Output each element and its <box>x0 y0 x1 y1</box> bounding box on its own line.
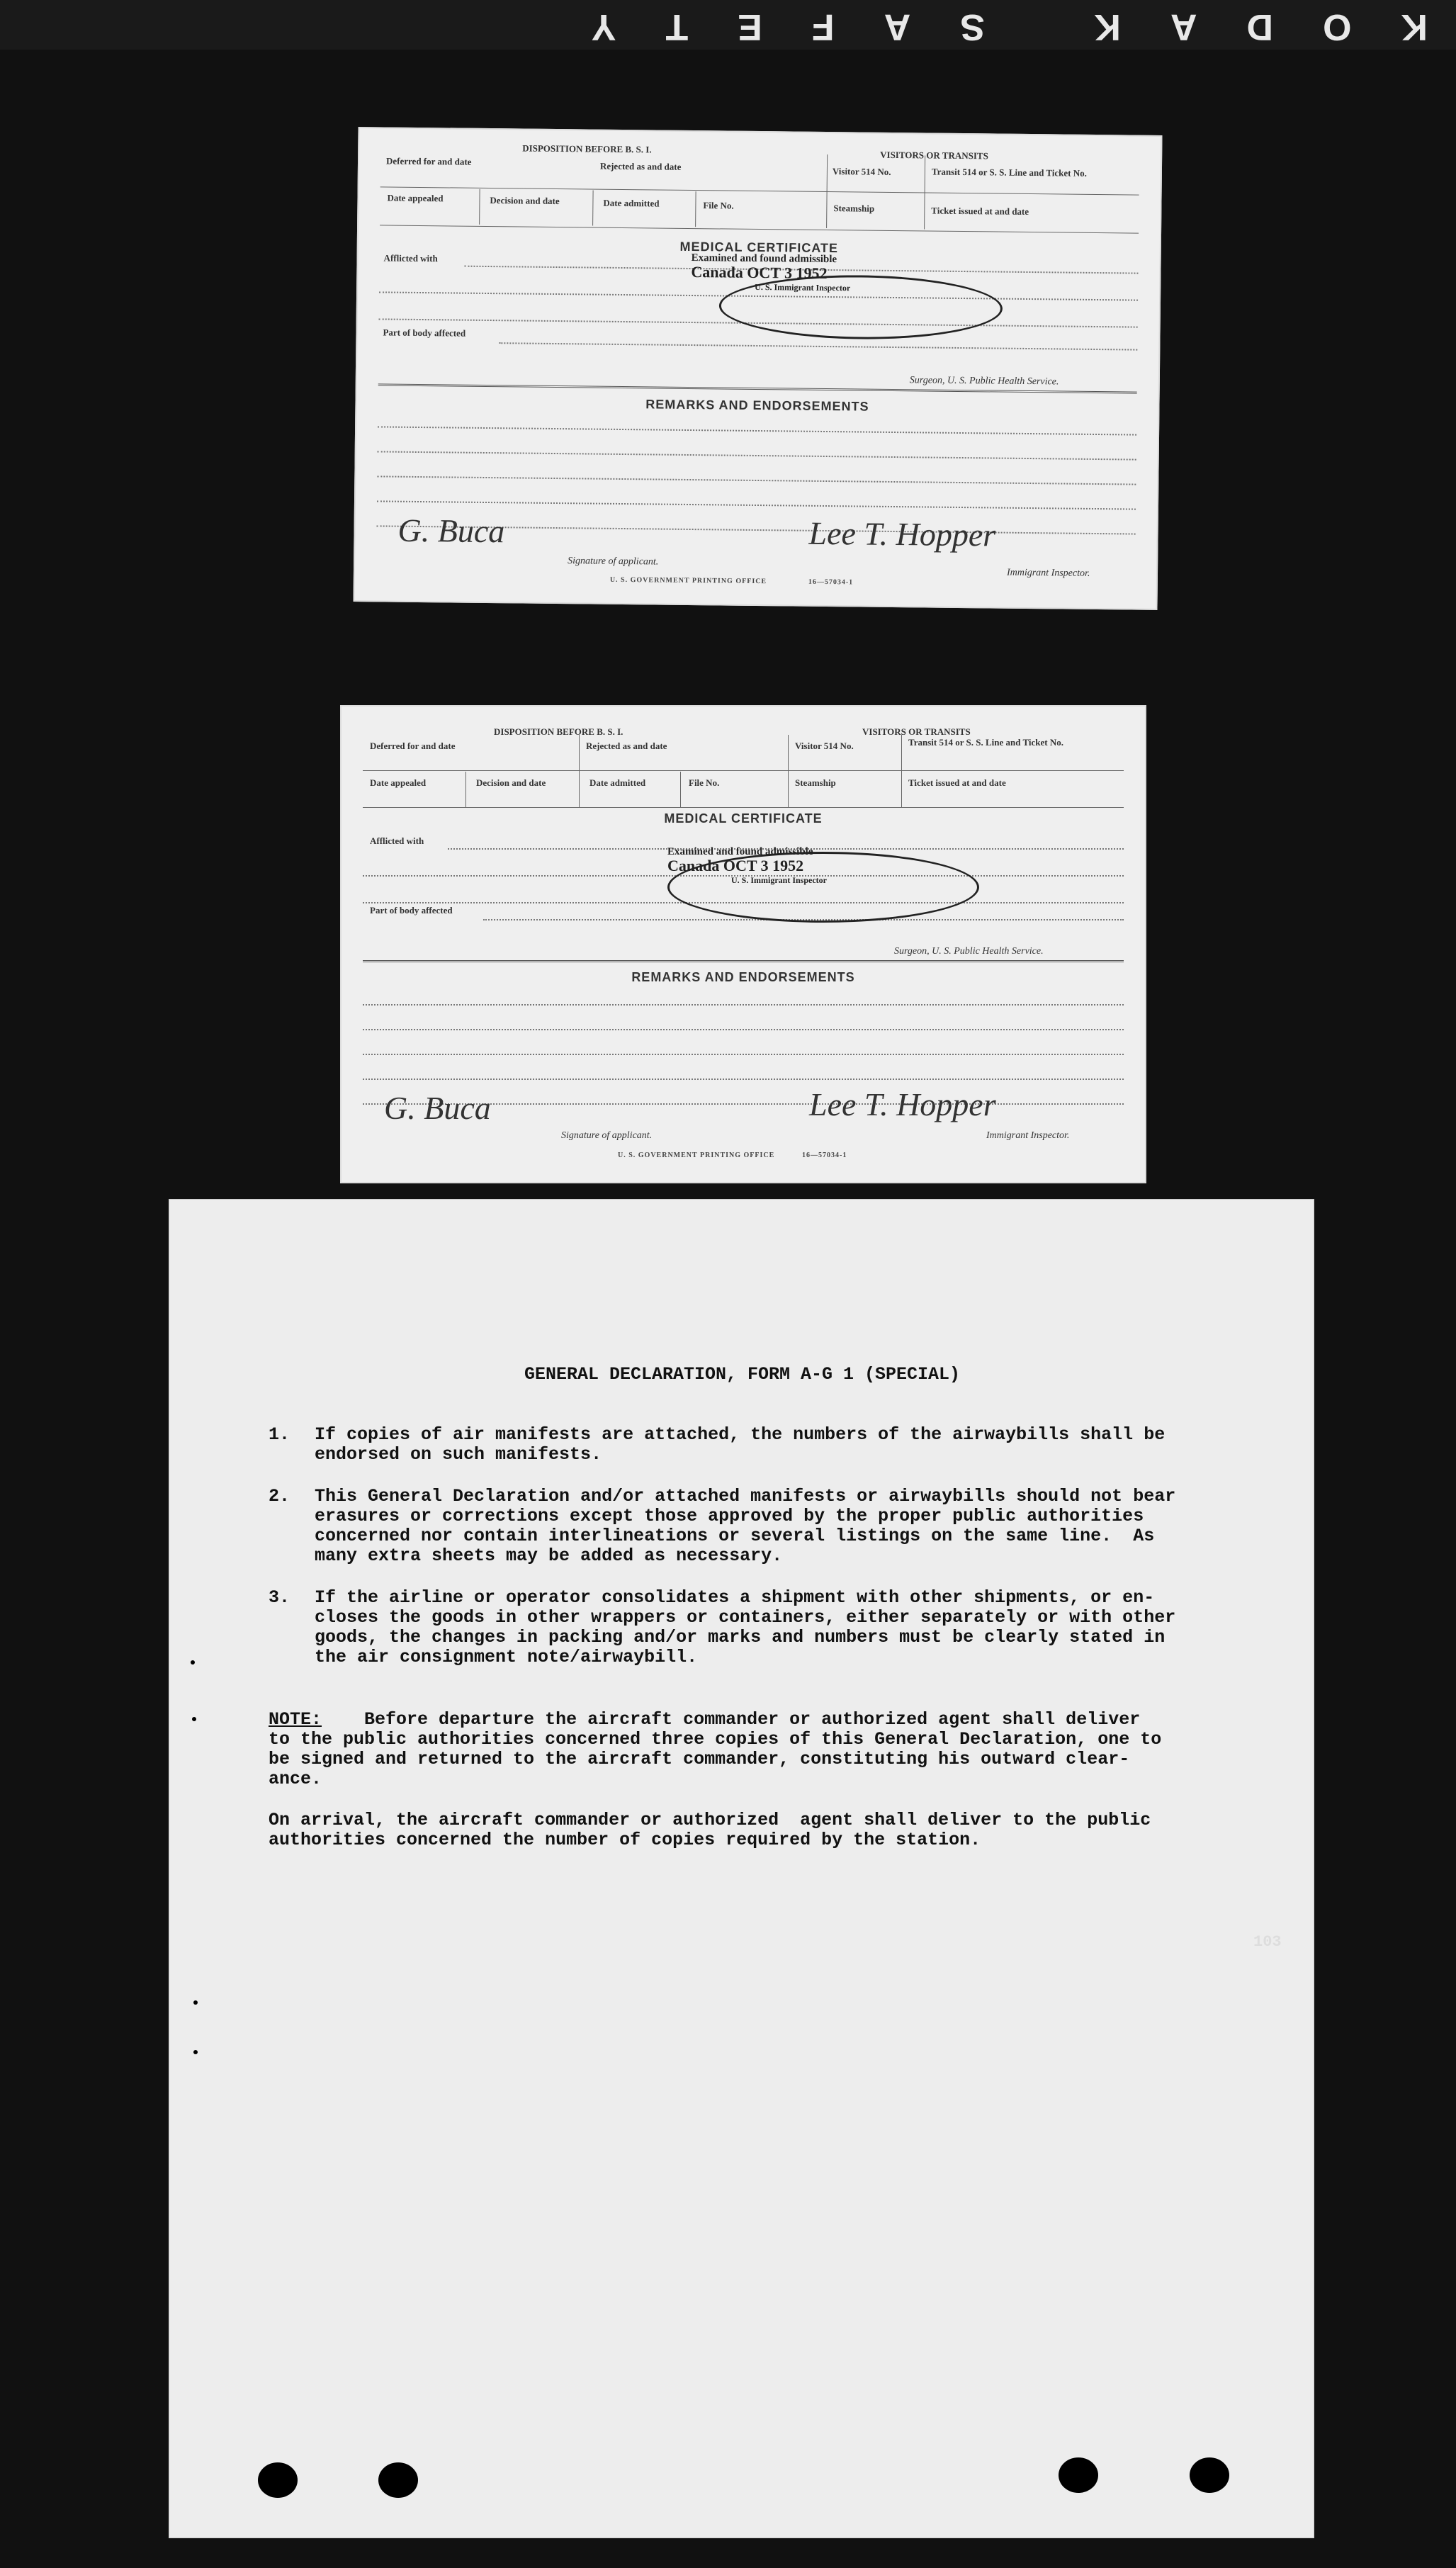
remarks-heading: REMARKS AND ENDORSEMENTS <box>645 397 869 414</box>
divider <box>695 191 696 227</box>
deferred-label: Deferred for and date <box>370 740 456 751</box>
file-no-label: File No. <box>689 777 720 788</box>
divider <box>579 735 580 807</box>
dotted-line <box>363 1079 1124 1080</box>
note-text: Before departure the aircraft commander or authorized agent shall deliver to the public authorities concerned three copies of this General Declaration, one to be signed and returned to the aircraft commander, constituting his outward clear- ance. <box>269 1709 1162 1789</box>
dotted-line <box>377 475 1136 485</box>
stamp-line-2: Canada OCT 3 1952 <box>667 857 804 874</box>
divider <box>363 770 1124 771</box>
disposition-header: DISPOSITION BEFORE B. S. I. <box>522 142 652 155</box>
divider <box>479 189 480 225</box>
inspector-signature-scribble <box>718 274 1003 340</box>
remarks-heading: REMARKS AND ENDORSEMENTS <box>631 970 855 984</box>
item-1-text: If copies of air manifests are attached, the numbers of the airwaybills shall be endorsed on such manifests. <box>315 1424 1166 1465</box>
date-admitted-label: Date admitted <box>603 197 660 209</box>
item-3-text: If the airline or operator consolidates a shipment with other shipments, or en- closes the goods in other wrappers or containers, either separately or with other goods, the changes in packing and/or marks and numbers must be clearly stated in the air consignment note/airwaybill. <box>315 1587 1176 1667</box>
signature-of-applicant-label: Signature of applicant. <box>568 556 659 568</box>
rejected-label: Rejected as and date <box>586 740 667 751</box>
divider <box>788 735 789 807</box>
visitor-514-label: Visitor 514 No. <box>832 166 891 177</box>
punch-hole <box>378 2462 418 2498</box>
date-appealed-label: Date appealed <box>387 192 444 204</box>
stamp-line-3: U. S. Immigrant Inspector <box>755 281 851 293</box>
divider <box>465 772 466 807</box>
gpo-label: U. S. GOVERNMENT PRINTING OFFICE <box>609 575 767 586</box>
applicant-signature: G. Buca <box>397 512 505 550</box>
visitor-514-label: Visitor 514 No. <box>795 740 854 751</box>
form-number: 16—57034-1 <box>808 578 854 587</box>
visitors-header: VISITORS OR TRANSITS <box>880 149 988 162</box>
ticket-issued-label: Ticket issued at and date <box>908 777 1006 788</box>
divider <box>380 225 1139 233</box>
divider <box>380 186 1139 195</box>
stamp-line-1: Examined and found admissible <box>667 846 813 857</box>
divider <box>363 960 1124 962</box>
punch-hole <box>1059 2457 1098 2493</box>
steamship-label: Steamship <box>833 203 875 214</box>
punch-hole <box>258 2462 298 2498</box>
immigrant-inspector-label: Immigrant Inspector. <box>1006 567 1090 579</box>
margin-mark <box>191 1660 195 1665</box>
date-admitted-label: Date admitted <box>589 777 646 788</box>
dotted-line <box>377 500 1136 509</box>
steamship-label: Steamship <box>795 777 836 788</box>
transit-label: Transit 514 or S. S. Line and Ticket No. <box>931 166 1087 179</box>
film-edge <box>0 0 1456 50</box>
dotted-line <box>363 1004 1124 1006</box>
item-1-number: 1. <box>269 1424 290 1445</box>
inspector-signature: Lee T. Hopper <box>809 1086 996 1122</box>
file-no-label: File No. <box>703 200 734 211</box>
general-declaration-sheet <box>169 1199 1314 2538</box>
dotted-line <box>363 1054 1124 1055</box>
part-of-body-label: Part of body affected <box>383 327 466 339</box>
margin-mark <box>193 2000 198 2005</box>
divider <box>363 807 1124 808</box>
note-label: NOTE: <box>269 1709 322 1730</box>
part-of-body-label: Part of body affected <box>370 905 453 916</box>
applicant-signature: G. Buca <box>384 1090 491 1126</box>
rejected-label: Rejected as and date <box>599 160 682 172</box>
item-3-number: 3. <box>269 1587 290 1608</box>
dotted-line <box>363 1029 1124 1030</box>
declaration-title: GENERAL DECLARATION, FORM A-G 1 (SPECIAL) <box>524 1364 961 1385</box>
visitors-header: VISITORS OR TRANSITS <box>862 726 971 737</box>
margin-mark <box>193 2050 198 2054</box>
stamp-line-1: Examined and found admissible <box>691 252 837 266</box>
stamp-line-2: Canada OCT 3 1952 <box>691 263 828 283</box>
stamp-line-3: U. S. Immigrant Inspector <box>731 875 827 885</box>
divider <box>592 191 594 226</box>
date-appealed-label: Date appealed <box>370 777 427 788</box>
ticket-issued-label: Ticket issued at and date <box>931 205 1029 217</box>
dotted-line <box>378 451 1136 460</box>
dotted-line <box>499 342 1137 350</box>
gpo-label: U. S. GOVERNMENT PRINTING OFFICE <box>618 1151 775 1159</box>
signature-of-applicant-label: Signature of applicant. <box>561 1130 653 1141</box>
dotted-line <box>378 426 1136 435</box>
immigrant-inspector-label: Immigrant Inspector. <box>986 1130 1070 1141</box>
film-edge-text: KODAK SAFETY <box>541 6 1428 47</box>
form-number: 16—57034-1 <box>802 1151 847 1159</box>
disposition-header: DISPOSITION BEFORE B. S. I. <box>494 726 623 737</box>
inspector-signature: Lee T. Hopper <box>808 514 996 553</box>
deferred-label: Deferred for and date <box>385 155 472 167</box>
decision-label: Decision and date <box>490 195 560 207</box>
divider <box>901 735 902 807</box>
divider <box>680 772 681 807</box>
note-paragraph <box>269 1710 1161 1789</box>
medical-certificate-card-1 <box>354 127 1163 610</box>
surgeon-label: Surgeon, U. S. Public Health Service. <box>894 946 1044 957</box>
medical-certificate-heading: MEDICAL CERTIFICATE <box>679 239 839 256</box>
item-2-number: 2. <box>269 1486 290 1507</box>
afflicted-label: Afflicted with <box>370 835 424 846</box>
inspector-signature-scribble <box>667 852 979 923</box>
margin-mark <box>192 1717 196 1721</box>
punch-hole <box>1190 2457 1229 2493</box>
page-mark: 103 <box>1253 1933 1282 1951</box>
medical-certificate-heading: MEDICAL CERTIFICATE <box>664 811 823 826</box>
medical-certificate-card-2 <box>340 705 1146 1183</box>
transit-label: Transit 514 or S. S. Line and Ticket No. <box>908 737 1063 748</box>
item-2-text: This General Declaration and/or attached manifests or airwaybills should not bear erasures or corrections except those approved by the proper public authorities concerned nor contain interlineations or several listings on the same line. As many extra sheets may be added as necessary. <box>315 1486 1176 1566</box>
surgeon-label: Surgeon, U. S. Public Health Service. <box>909 375 1059 388</box>
decision-label: Decision and date <box>476 777 546 788</box>
afflicted-label: Afflicted with <box>383 252 438 264</box>
arrival-paragraph: On arrival, the aircraft commander or authorized agent shall deliver to the public authorities concerned the number of copies required by the station. <box>269 1810 1151 1850</box>
